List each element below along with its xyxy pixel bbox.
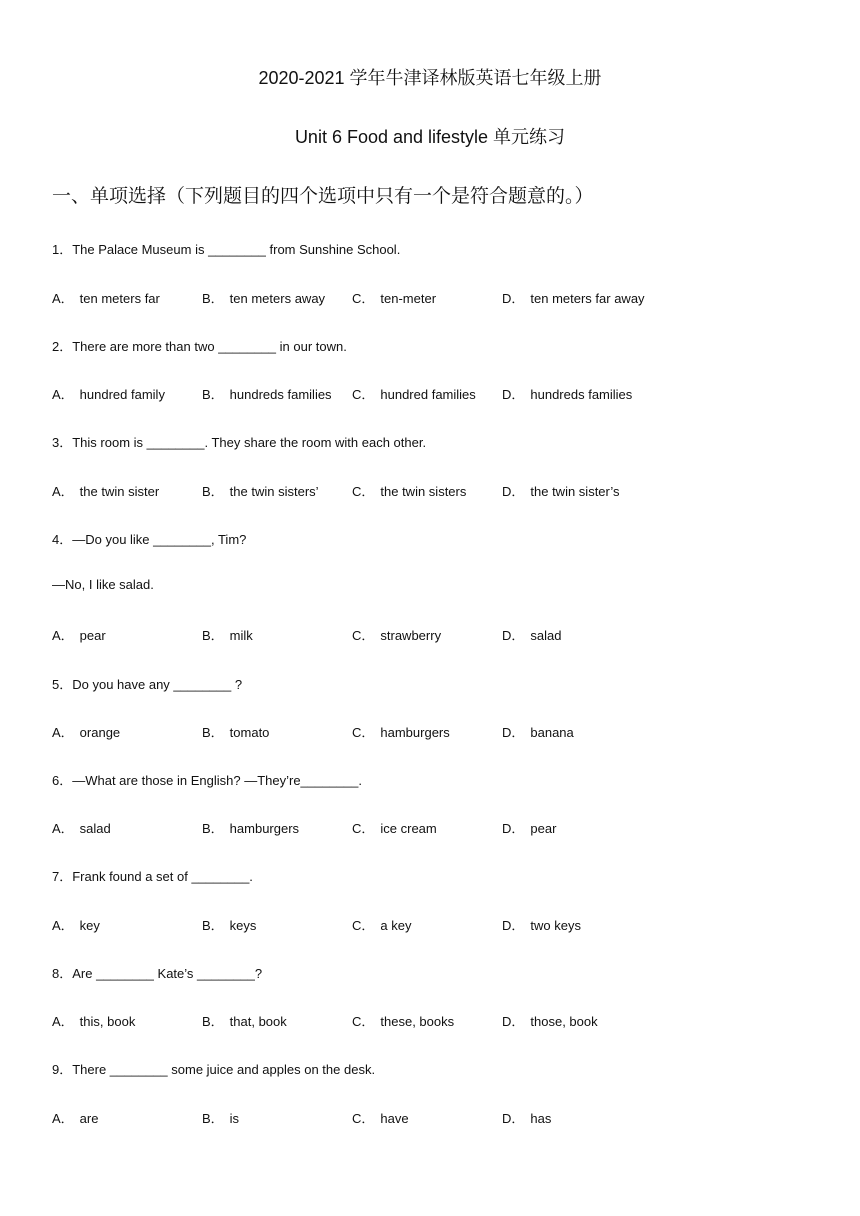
option-letter: D． (502, 291, 525, 306)
option-letter: D． (502, 1111, 525, 1126)
options-row (52, 1011, 812, 1029)
question-stem: 9．There ________ some juice and apples on the desk. (52, 1062, 376, 1077)
option-text: ten-meter (380, 291, 437, 306)
section-heading: 一、单项选择（下列题目的四个选项中只有一个是符合题意的。） (52, 186, 594, 207)
option-text: the twin sisters’ (229, 484, 319, 499)
option-text: ten meters far away (530, 291, 645, 306)
option-a (52, 818, 111, 837)
option-text: key (79, 918, 100, 933)
option-text: hamburgers (380, 725, 450, 740)
option-letter: A． (52, 291, 74, 306)
option-letter: C． (352, 1111, 375, 1126)
option-text: hundreds families (530, 387, 633, 402)
question-stem: 7．Frank found a set of ________. (52, 869, 253, 884)
options-row (52, 625, 812, 643)
option-c (352, 481, 466, 500)
option-a (52, 481, 159, 500)
option-text: the twin sister’s (530, 484, 620, 499)
option-letter: B． (202, 918, 224, 933)
option-letter: D． (502, 387, 525, 402)
option-b (202, 288, 325, 307)
option-b (202, 481, 319, 500)
option-d (502, 288, 645, 307)
option-text: ice cream (380, 821, 437, 836)
option-letter: A． (52, 821, 74, 836)
option-text: are (79, 1111, 99, 1126)
option-a (52, 384, 165, 403)
option-text: salad (79, 821, 111, 836)
option-d (502, 1011, 598, 1030)
option-letter: A． (52, 1111, 74, 1126)
option-text: the twin sister (79, 484, 160, 499)
option-letter: A． (52, 1014, 74, 1029)
option-d (502, 384, 632, 403)
option-text: pear (79, 628, 106, 643)
option-c (352, 722, 450, 741)
question-stem: 1．The Palace Museum is ________ from Sunshine School. (52, 242, 401, 257)
option-letter: C． (352, 291, 375, 306)
options-row (52, 288, 812, 306)
option-letter: C． (352, 821, 375, 836)
option-b (202, 384, 332, 403)
options-row (52, 384, 812, 402)
option-letter: B． (202, 725, 224, 740)
option-c (352, 288, 436, 307)
option-letter: A． (52, 484, 74, 499)
options-row (52, 915, 812, 933)
options-row (52, 722, 812, 740)
option-letter: A． (52, 628, 74, 643)
option-text: has (530, 1111, 552, 1126)
option-text: hundreds families (229, 387, 332, 402)
option-c (352, 818, 437, 837)
option-text: ten meters away (229, 291, 326, 306)
option-letter: D． (502, 628, 525, 643)
option-d (502, 722, 574, 741)
question-stem: 2．There are more than two ________ in our town. (52, 339, 347, 354)
options-row (52, 818, 812, 836)
document-title: 2020-2021 学年牛津译林版英语七年级上册 (258, 68, 602, 88)
option-text: hundred families (380, 387, 476, 402)
option-c (352, 1011, 454, 1030)
option-letter: A． (52, 918, 74, 933)
option-letter: A． (52, 725, 74, 740)
option-text: the twin sisters (380, 484, 467, 499)
option-a (52, 288, 160, 307)
option-text: tomato (229, 725, 270, 740)
option-letter: C． (352, 628, 375, 643)
option-d (502, 818, 556, 837)
option-a (52, 1011, 135, 1030)
option-b (202, 1108, 239, 1127)
option-text: those, book (530, 1014, 598, 1029)
option-a (52, 1108, 98, 1127)
option-b (202, 915, 256, 934)
option-letter: B． (202, 628, 224, 643)
options-row (52, 481, 812, 499)
option-text: that, book (229, 1014, 287, 1029)
option-text: have (380, 1111, 409, 1126)
option-text: salad (530, 628, 562, 643)
option-letter: D． (502, 725, 525, 740)
option-letter: B． (202, 1111, 224, 1126)
question-stem-reply: —No, I like salad. (52, 577, 154, 592)
options-row (52, 1108, 812, 1126)
option-letter: D． (502, 918, 525, 933)
option-a (52, 722, 120, 741)
option-c (352, 1108, 409, 1127)
option-text: hamburgers (229, 821, 300, 836)
option-letter: D． (502, 1014, 525, 1029)
option-letter: B． (202, 821, 224, 836)
option-letter: D． (502, 821, 525, 836)
option-text: banana (530, 725, 574, 740)
question-stem: 5．Do you have any ________ ? (52, 677, 243, 692)
option-letter: B． (202, 387, 224, 402)
option-b (202, 722, 269, 741)
option-d (502, 481, 620, 500)
option-letter: A． (52, 387, 74, 402)
question-stem: 3．This room is ________. They share the room with each other. (52, 435, 427, 450)
option-text: pear (530, 821, 557, 836)
option-b (202, 818, 299, 837)
option-a (52, 915, 100, 934)
option-b (202, 1011, 287, 1030)
option-letter: B． (202, 484, 224, 499)
option-text: a key (380, 918, 412, 933)
option-letter: D． (502, 484, 525, 499)
option-d (502, 625, 561, 644)
option-c (352, 384, 476, 403)
option-d (502, 1108, 551, 1127)
option-letter: C． (352, 1014, 375, 1029)
option-letter: C． (352, 484, 375, 499)
option-letter: C． (352, 918, 375, 933)
option-text: two keys (530, 918, 581, 933)
option-a (52, 625, 106, 644)
option-letter: C． (352, 387, 375, 402)
option-letter: B． (202, 1014, 224, 1029)
option-c (352, 915, 411, 934)
question-stem: 4．—Do you like ________, Tim? (52, 532, 247, 547)
question-stem: 6．—What are those in English? —They’re________. (52, 773, 363, 788)
option-text: orange (79, 725, 121, 740)
option-text: strawberry (380, 628, 442, 643)
option-text: these, books (380, 1014, 455, 1029)
option-text: keys (229, 918, 257, 933)
document-subtitle: Unit 6 Food and lifestyle 单元练习 (294, 127, 566, 147)
option-text: is (229, 1111, 240, 1126)
option-c (352, 625, 441, 644)
option-text: this, book (79, 1014, 136, 1029)
option-letter: B． (202, 291, 224, 306)
option-text: milk (229, 628, 253, 643)
option-text: ten meters far (79, 291, 160, 306)
option-letter: C． (352, 725, 375, 740)
question-stem: 8．Are ________ Kate’s ________? (52, 966, 263, 981)
option-text: hundred family (79, 387, 165, 402)
option-d (502, 915, 581, 934)
option-b (202, 625, 253, 644)
